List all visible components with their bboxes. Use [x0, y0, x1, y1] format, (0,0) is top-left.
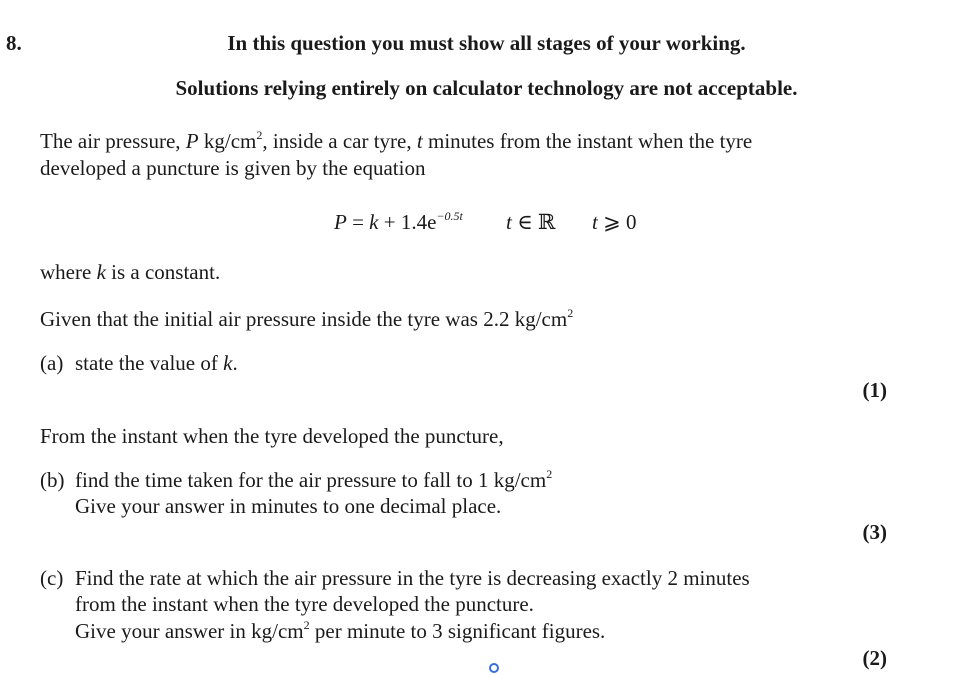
part-a-marks: (1): [862, 378, 887, 402]
intro-line-1: The air pressure, P $kg/cm^2$, inside a car tyre, t minutes from the instant when the tyre: [40, 128, 753, 153]
intro-line-2: developed a puncture is given by the equation: [40, 156, 426, 180]
question-number: 8.: [6, 31, 22, 55]
constant-note: where k is a constant.: [40, 260, 221, 284]
instruction-show-working: In this question you must show all stages of your working.: [227, 31, 746, 55]
part-c-line-2: from the instant when the tyre developed the puncture.: [75, 592, 534, 616]
part-c-label: (c): [40, 566, 64, 590]
part-a-label: (a): [40, 351, 64, 375]
part-a-text: state the value of k.: [75, 351, 238, 375]
equation: $P = k + 1.4e^{-0.5t}$: [334, 209, 463, 234]
scroll-indicator-dot: [489, 663, 499, 673]
part-b-label: (b): [40, 468, 65, 492]
from-instant-statement: From the instant when the tyre developed the puncture,: [40, 424, 504, 448]
range-condition: t ⩾ 0: [592, 210, 637, 234]
part-c-marks: (2): [862, 646, 887, 670]
domain-condition: t ∈ ℝ: [506, 210, 556, 234]
part-b-line-1: find the time taken for the air pressure to fall to 1 $kg/cm^2$: [75, 467, 553, 492]
part-b-line-2: Give your answer in minutes to one decimal place.: [75, 494, 502, 518]
part-c-line-3: Give your answer in $kg/cm^2$ per minute to 3 significant figures.: [75, 618, 606, 643]
part-b-marks: (3): [862, 520, 887, 544]
given-statement: Given that the initial air pressure inside the tyre was 2.2 $kg/cm^2$: [40, 306, 574, 331]
instruction-no-calculator: Solutions relying entirely on calculator technology are not acceptable.: [175, 76, 798, 100]
part-c-line-1: Find the rate at which the air pressure in the tyre is decreasing exactly 2 minutes: [75, 566, 750, 590]
